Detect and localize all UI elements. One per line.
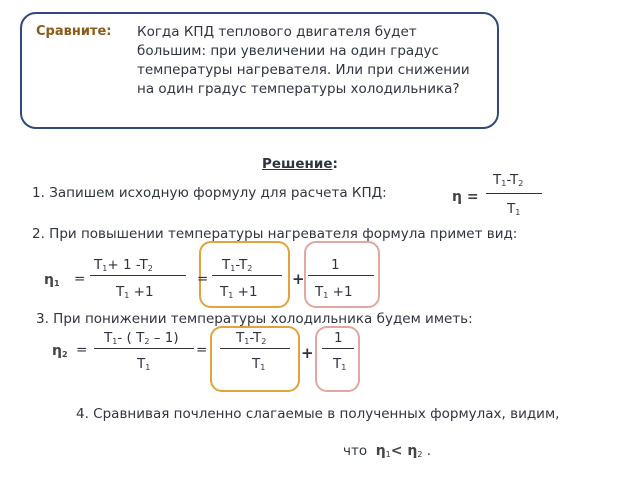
step2-equals: = (74, 271, 86, 287)
step3-f3-denominator: $T_1$ (333, 356, 347, 372)
step1-line (32, 185, 387, 201)
step2-f1-denominator: $T_1 +1$ (116, 284, 154, 300)
compare-label: Сравните: (36, 24, 112, 39)
eta-sub: 1 (53, 279, 60, 288)
step3-equals: = (76, 342, 88, 358)
step4-conclusion: что $\eta_1< \eta_2$ . (343, 443, 432, 459)
eta-symbol: η (52, 343, 62, 359)
step2-f1-numerator: $T_1+ 1$ $-T_2$ (94, 257, 153, 273)
step2-f2-numerator: $T_1-T_2$ (222, 257, 253, 273)
step2-f1-bar (90, 275, 186, 276)
step3-f1-numerator: $T_1-$ ( $T_2 - 1$) (104, 330, 179, 346)
step3-plus: + (301, 344, 314, 362)
solution-heading-wrap (262, 156, 338, 172)
step2-f2-denominator: $T_1 +1$ (220, 284, 258, 300)
step2-f3-denominator: $T_1 +1$ (315, 284, 353, 300)
step3-f1-bar (94, 348, 194, 349)
numerator-minus-t: -T (506, 172, 519, 188)
step3-eta (52, 343, 68, 359)
step3-f3-numerator: 1 (334, 330, 343, 346)
step2-eta (44, 272, 60, 288)
step1-eta: η = (452, 189, 479, 205)
step3-f1-denominator: $T_1$ (137, 356, 151, 372)
denominator-t: T (507, 201, 516, 217)
step4-text: 4. Сравнивая почленно слагаемые в полученных формулах, видим, (76, 406, 560, 422)
solution-heading-colon: : (332, 156, 338, 172)
conclusion-lt: < η (390, 443, 418, 459)
step2-f3-numerator: 1 (331, 257, 340, 273)
step2-plus: + (292, 270, 305, 288)
step1-numerator (493, 172, 523, 188)
step3-f2-denominator: $T_1$ (252, 356, 266, 372)
question-text: Когда КПД теплового двигателя будет большим: при увеличении на один градус температуры нагревателя. Или при снижении на один градус температуры холодильника? (137, 24, 470, 97)
step2-equals-2: = (197, 271, 209, 287)
step3-f3-bar (322, 348, 354, 349)
step1-number: 1. (32, 185, 45, 201)
step1-text: Запишем исходную формулу для расчета КПД: (49, 185, 387, 201)
numerator-sub2: 2 (518, 179, 524, 188)
numerator-sub: 1 (501, 179, 507, 188)
step3-text: 3. При понижении температуры холодильника будем иметь: (36, 311, 473, 327)
eta-symbol: η (44, 272, 54, 288)
eta-sub: 2 (61, 350, 68, 359)
step3-equals-2: = (196, 342, 208, 358)
step3-f2-bar (220, 348, 290, 349)
step1-fraction-bar (486, 193, 542, 194)
step1-denominator (507, 201, 520, 217)
conclusion-eta1: η (375, 443, 386, 459)
step2-f2-bar (212, 275, 282, 276)
step3-f2-numerator: $T_1-T_2$ (236, 330, 267, 346)
step2-text: 2. При повышении температуры нагревателя формула примет вид: (32, 226, 518, 242)
denominator-sub: 1 (515, 208, 521, 217)
conclusion-prefix: что (343, 443, 368, 459)
numerator-t: T (493, 172, 502, 188)
solution-heading: Решение (262, 156, 333, 172)
step2-f3-bar (308, 275, 374, 276)
